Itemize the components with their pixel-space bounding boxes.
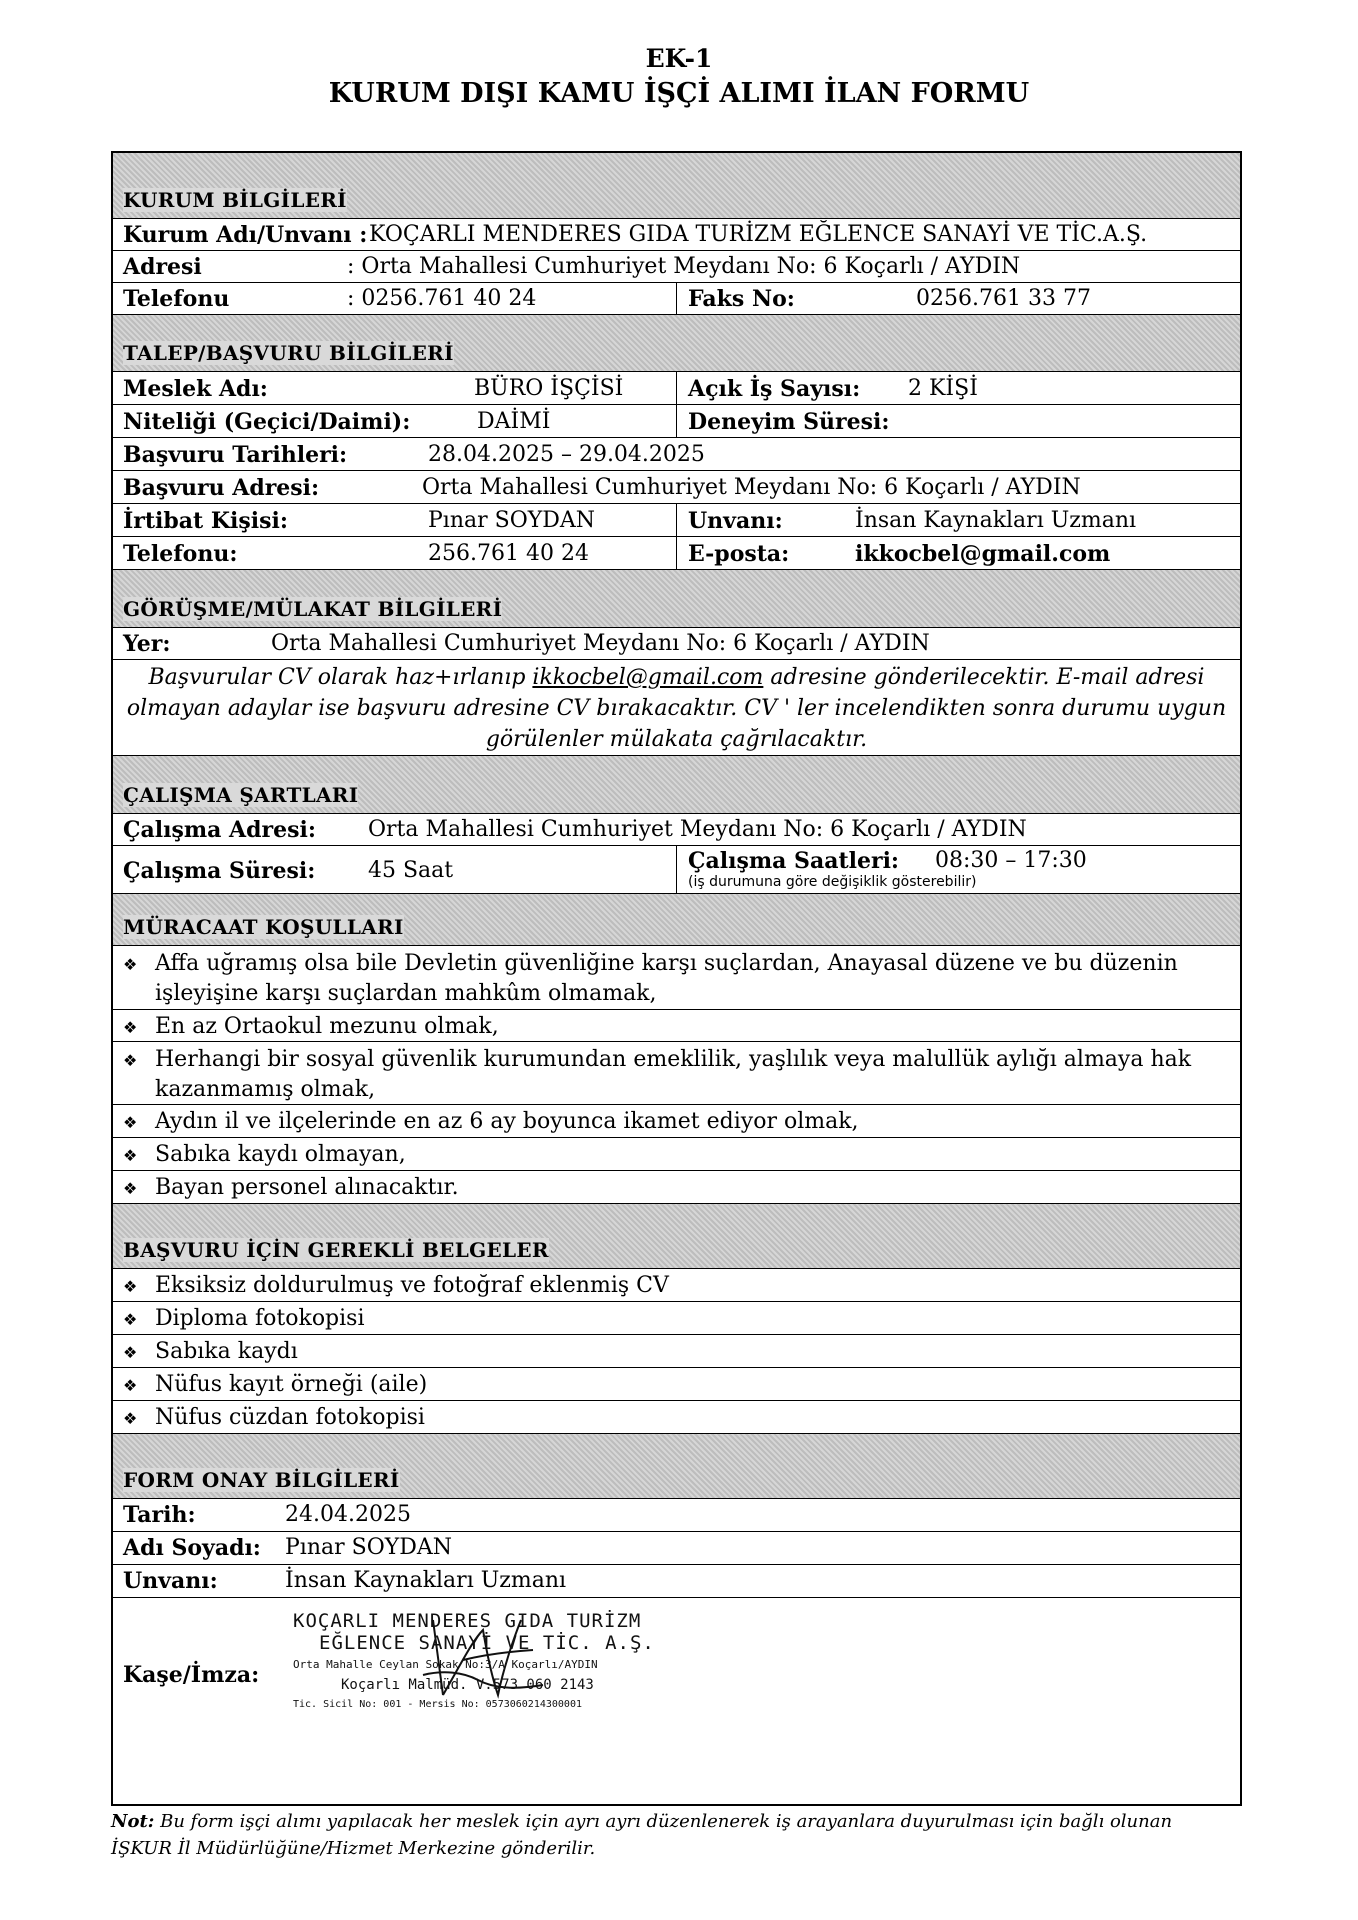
- note-label: Not:: [111, 1811, 155, 1832]
- kurum-address-row: [113, 251, 1240, 283]
- label: Kaşe/İmza:: [123, 1662, 260, 1688]
- document-item: [113, 1269, 1240, 1302]
- value: KOÇARLI MENDERES GIDA TURİZM EĞLENCE SANAYİ VE TİC.A.Ş.: [369, 222, 1148, 247]
- onay-row: [113, 1565, 1240, 1598]
- onay-row: [113, 1499, 1240, 1532]
- document-text: Sabıka kaydı: [155, 1339, 298, 1364]
- note-text: İŞKUR İl Müdürlüğüne/Hizmet Merkezine gönderilir.: [111, 1838, 596, 1859]
- note-text: Başvurular CV olarak haz+ırlanıp: [148, 665, 533, 690]
- condition-text: Herhangi bir sosyal güvenlik kurumundan emeklilik, yaşlılık veya malullük aylığı almaya hak: [155, 1047, 1192, 1072]
- value: İnsan Kaynakları Uzmanı: [285, 1568, 567, 1593]
- condition-item: [113, 1105, 1240, 1138]
- stamp-line: Orta Mahalle Ceylan Sokak No:3/A Koçarlı/AYDIN: [293, 1658, 598, 1671]
- value: Pınar SOYDAN: [428, 508, 596, 533]
- value: 0256.761 33 77: [916, 286, 1091, 311]
- diamond-bullet-icon: ❖: [123, 1113, 138, 1132]
- value: : Orta Mahallesi Cumhuriyet Meydanı No: 6 Koçarlı / AYDIN: [347, 254, 1021, 279]
- label: Açık İş Sayısı:: [688, 376, 861, 402]
- label: Unvanı:: [123, 1568, 218, 1594]
- value: 28.04.2025 – 29.04.2025: [428, 442, 705, 467]
- label: Çalışma Adresi:: [123, 817, 316, 843]
- condition-text: En az Ortaokul mezunu olmak,: [155, 1014, 499, 1039]
- document-item: [113, 1368, 1240, 1401]
- form-title: KURUM DIŞI KAMU İŞÇİ ALIMI İLAN FORMU: [328, 78, 1030, 109]
- announcement-form: [111, 151, 1242, 1806]
- value: Orta Mahallesi Cumhuriyet Meydanı No: 6 Koçarlı / AYDIN: [422, 475, 1081, 500]
- hours-note: (iş durumuna göre değişiklik gösterebilir): [688, 874, 977, 890]
- label: Başvuru Adresi:: [123, 475, 320, 501]
- calisma-address-row: [113, 814, 1240, 846]
- condition-text: Aydın il ve ilçelerinde en az 6 ay boyunca ikamet ediyor olmak,: [155, 1109, 859, 1134]
- talep-row: [113, 405, 1240, 438]
- condition-item: [113, 1171, 1240, 1204]
- value: 24.04.2025: [285, 1502, 411, 1527]
- diamond-bullet-icon: ❖: [123, 1310, 138, 1329]
- stamp-line: Tic. Sicil No: 001 - Mersis No: 0573060214300001: [293, 1699, 582, 1710]
- talep-row: [113, 471, 1240, 504]
- label: Meslek Adı:: [123, 376, 268, 402]
- diamond-bullet-icon: ❖: [123, 1409, 138, 1428]
- email-link[interactable]: ikkocbel@gmail.com: [532, 665, 764, 690]
- section-title: BAŞVURU İÇİN GEREKLİ BELGELER: [123, 1238, 549, 1262]
- onay-row: [113, 1532, 1240, 1565]
- gorusme-place-row: [113, 628, 1240, 660]
- stamp-line: EĞLENCE SANAYİ VE TİC. A.Ş.: [319, 1632, 655, 1654]
- value: 2 KİŞİ: [908, 376, 978, 401]
- section-title: FORM ONAY BİLGİLERİ: [123, 1468, 400, 1492]
- condition-text: kazanmamış olmak,: [155, 1077, 376, 1102]
- label: Faks No:: [688, 286, 795, 312]
- condition-text: Sabıka kaydı olmayan,: [155, 1142, 406, 1167]
- condition-text: Bayan personel alınacaktır.: [155, 1175, 459, 1200]
- document-item: [113, 1302, 1240, 1335]
- document-text: Nüfus kayıt örneği (aile): [155, 1372, 428, 1397]
- value: : 0256.761 40 24: [347, 286, 537, 311]
- talep-row: [113, 438, 1240, 471]
- note-text: Bu form işçi alımı yapılacak her meslek için ayrı ayrı düzenlenerek iş arayanlara duyurulması için bağlı olunan: [154, 1811, 1173, 1832]
- label: E-posta:: [688, 541, 790, 567]
- label: Adı Soyadı:: [123, 1535, 261, 1561]
- signature-scribble: [403, 1600, 573, 1710]
- kurum-phone-row: [113, 283, 1240, 315]
- value: 256.761 40 24: [428, 541, 589, 566]
- label: İrtibat Kişisi:: [123, 508, 288, 534]
- label: Tarih:: [123, 1502, 196, 1528]
- section-title: KURUM BİLGİLERİ: [123, 188, 347, 212]
- condition-item: [113, 1138, 1240, 1171]
- label: Deneyim Süresi:: [688, 409, 890, 435]
- diamond-bullet-icon: ❖: [123, 1343, 138, 1362]
- section-title: ÇALIŞMA ŞARTLARI: [123, 783, 359, 807]
- diamond-bullet-icon: ❖: [123, 1051, 138, 1070]
- diamond-bullet-icon: ❖: [123, 1376, 138, 1395]
- section-title: TALEP/BAŞVURU BİLGİLERİ: [123, 341, 454, 365]
- note-line: [113, 662, 1240, 693]
- label: Yer:: [123, 631, 171, 657]
- section-header-talep: [113, 315, 1240, 372]
- document-item: [113, 1335, 1240, 1368]
- section-title: MÜRACAAT KOŞULLARI: [123, 915, 404, 939]
- document-text: Diploma fotokopisi: [155, 1306, 365, 1331]
- gorusme-note: [113, 660, 1240, 756]
- diamond-bullet-icon: ❖: [123, 1179, 138, 1198]
- label: Çalışma Süresi:: [123, 858, 316, 884]
- value: DAİMİ: [477, 409, 551, 434]
- document-text: Eksiksiz doldurulmuş ve fotoğraf eklenmiş CV: [155, 1273, 669, 1298]
- document-text: Nüfus cüzdan fotokopisi: [155, 1405, 425, 1430]
- section-header-kurum: [113, 153, 1240, 219]
- note-text: adresine gönderilecektir. E-mail adresi: [763, 665, 1205, 690]
- document-item: [113, 1401, 1240, 1434]
- form-code: EK-1: [645, 44, 713, 73]
- kurum-name-row: [113, 219, 1240, 251]
- signature-row: [113, 1598, 1240, 1808]
- stamp-line: KOÇARLI MENDERES GIDA TURİZM: [293, 1610, 642, 1632]
- value: İnsan Kaynakları Uzmanı: [855, 508, 1137, 533]
- label: Çalışma Saatleri:: [688, 848, 900, 874]
- label: Başvuru Tarihleri:: [123, 442, 348, 468]
- note-line: görülenler mülakata çağrılacaktır.: [485, 727, 868, 752]
- section-header-calisma: [113, 756, 1240, 814]
- footer-note: [111, 1808, 1251, 1862]
- value: 45 Saat: [368, 858, 454, 883]
- talep-row: [113, 537, 1240, 570]
- value: Orta Mahallesi Cumhuriyet Meydanı No: 6 Koçarlı / AYDIN: [271, 631, 930, 656]
- email-value: ikkocbel@gmail.com: [855, 541, 1111, 567]
- note-line: olmayan adaylar ise başvuru adresine CV bırakacaktır. CV ' ler incelendikten sonra durumu uygun: [126, 696, 1227, 721]
- condition-item: [113, 946, 1240, 1010]
- label: Telefonu: [123, 286, 230, 312]
- label: Telefonu:: [123, 541, 238, 567]
- section-header-onay: [113, 1434, 1240, 1499]
- condition-item: [113, 1010, 1240, 1042]
- label: Adresi: [123, 254, 202, 280]
- condition-item: [113, 1042, 1240, 1105]
- label: Kurum Adı/Unvanı :: [123, 222, 368, 248]
- value: Pınar SOYDAN: [285, 1535, 453, 1560]
- diamond-bullet-icon: ❖: [123, 1277, 138, 1296]
- condition-text: Affa uğramış olsa bile Devletin güvenliğine karşı suçlardan, Anayasal düzene ve bu düzenin: [155, 951, 1178, 976]
- label: Unvanı:: [688, 508, 783, 534]
- diamond-bullet-icon: ❖: [123, 1018, 138, 1037]
- label: Niteliği (Geçici/Daimi):: [123, 409, 411, 435]
- section-header-belgeler: [113, 1204, 1240, 1269]
- stamp-line: Koçarlı Malmüd. V.573 060 2143: [341, 1677, 594, 1693]
- section-header-gorusme: [113, 570, 1240, 628]
- section-header-muracaat: [113, 894, 1240, 946]
- diamond-bullet-icon: ❖: [123, 1146, 138, 1165]
- value: BÜRO İŞÇİSİ: [474, 376, 624, 401]
- talep-row: [113, 504, 1240, 537]
- company-stamp: [293, 1610, 693, 1710]
- calisma-time-row: [113, 846, 1240, 894]
- value: 08:30 – 17:30: [935, 848, 1087, 873]
- condition-text: işleyişine karşı suçlardan mahkûm olmamak,: [155, 981, 657, 1006]
- talep-row: [113, 372, 1240, 405]
- section-title: GÖRÜŞME/MÜLAKAT BİLGİLERİ: [123, 597, 503, 621]
- diamond-bullet-icon: ❖: [123, 955, 138, 974]
- value: Orta Mahallesi Cumhuriyet Meydanı No: 6 Koçarlı / AYDIN: [368, 817, 1027, 842]
